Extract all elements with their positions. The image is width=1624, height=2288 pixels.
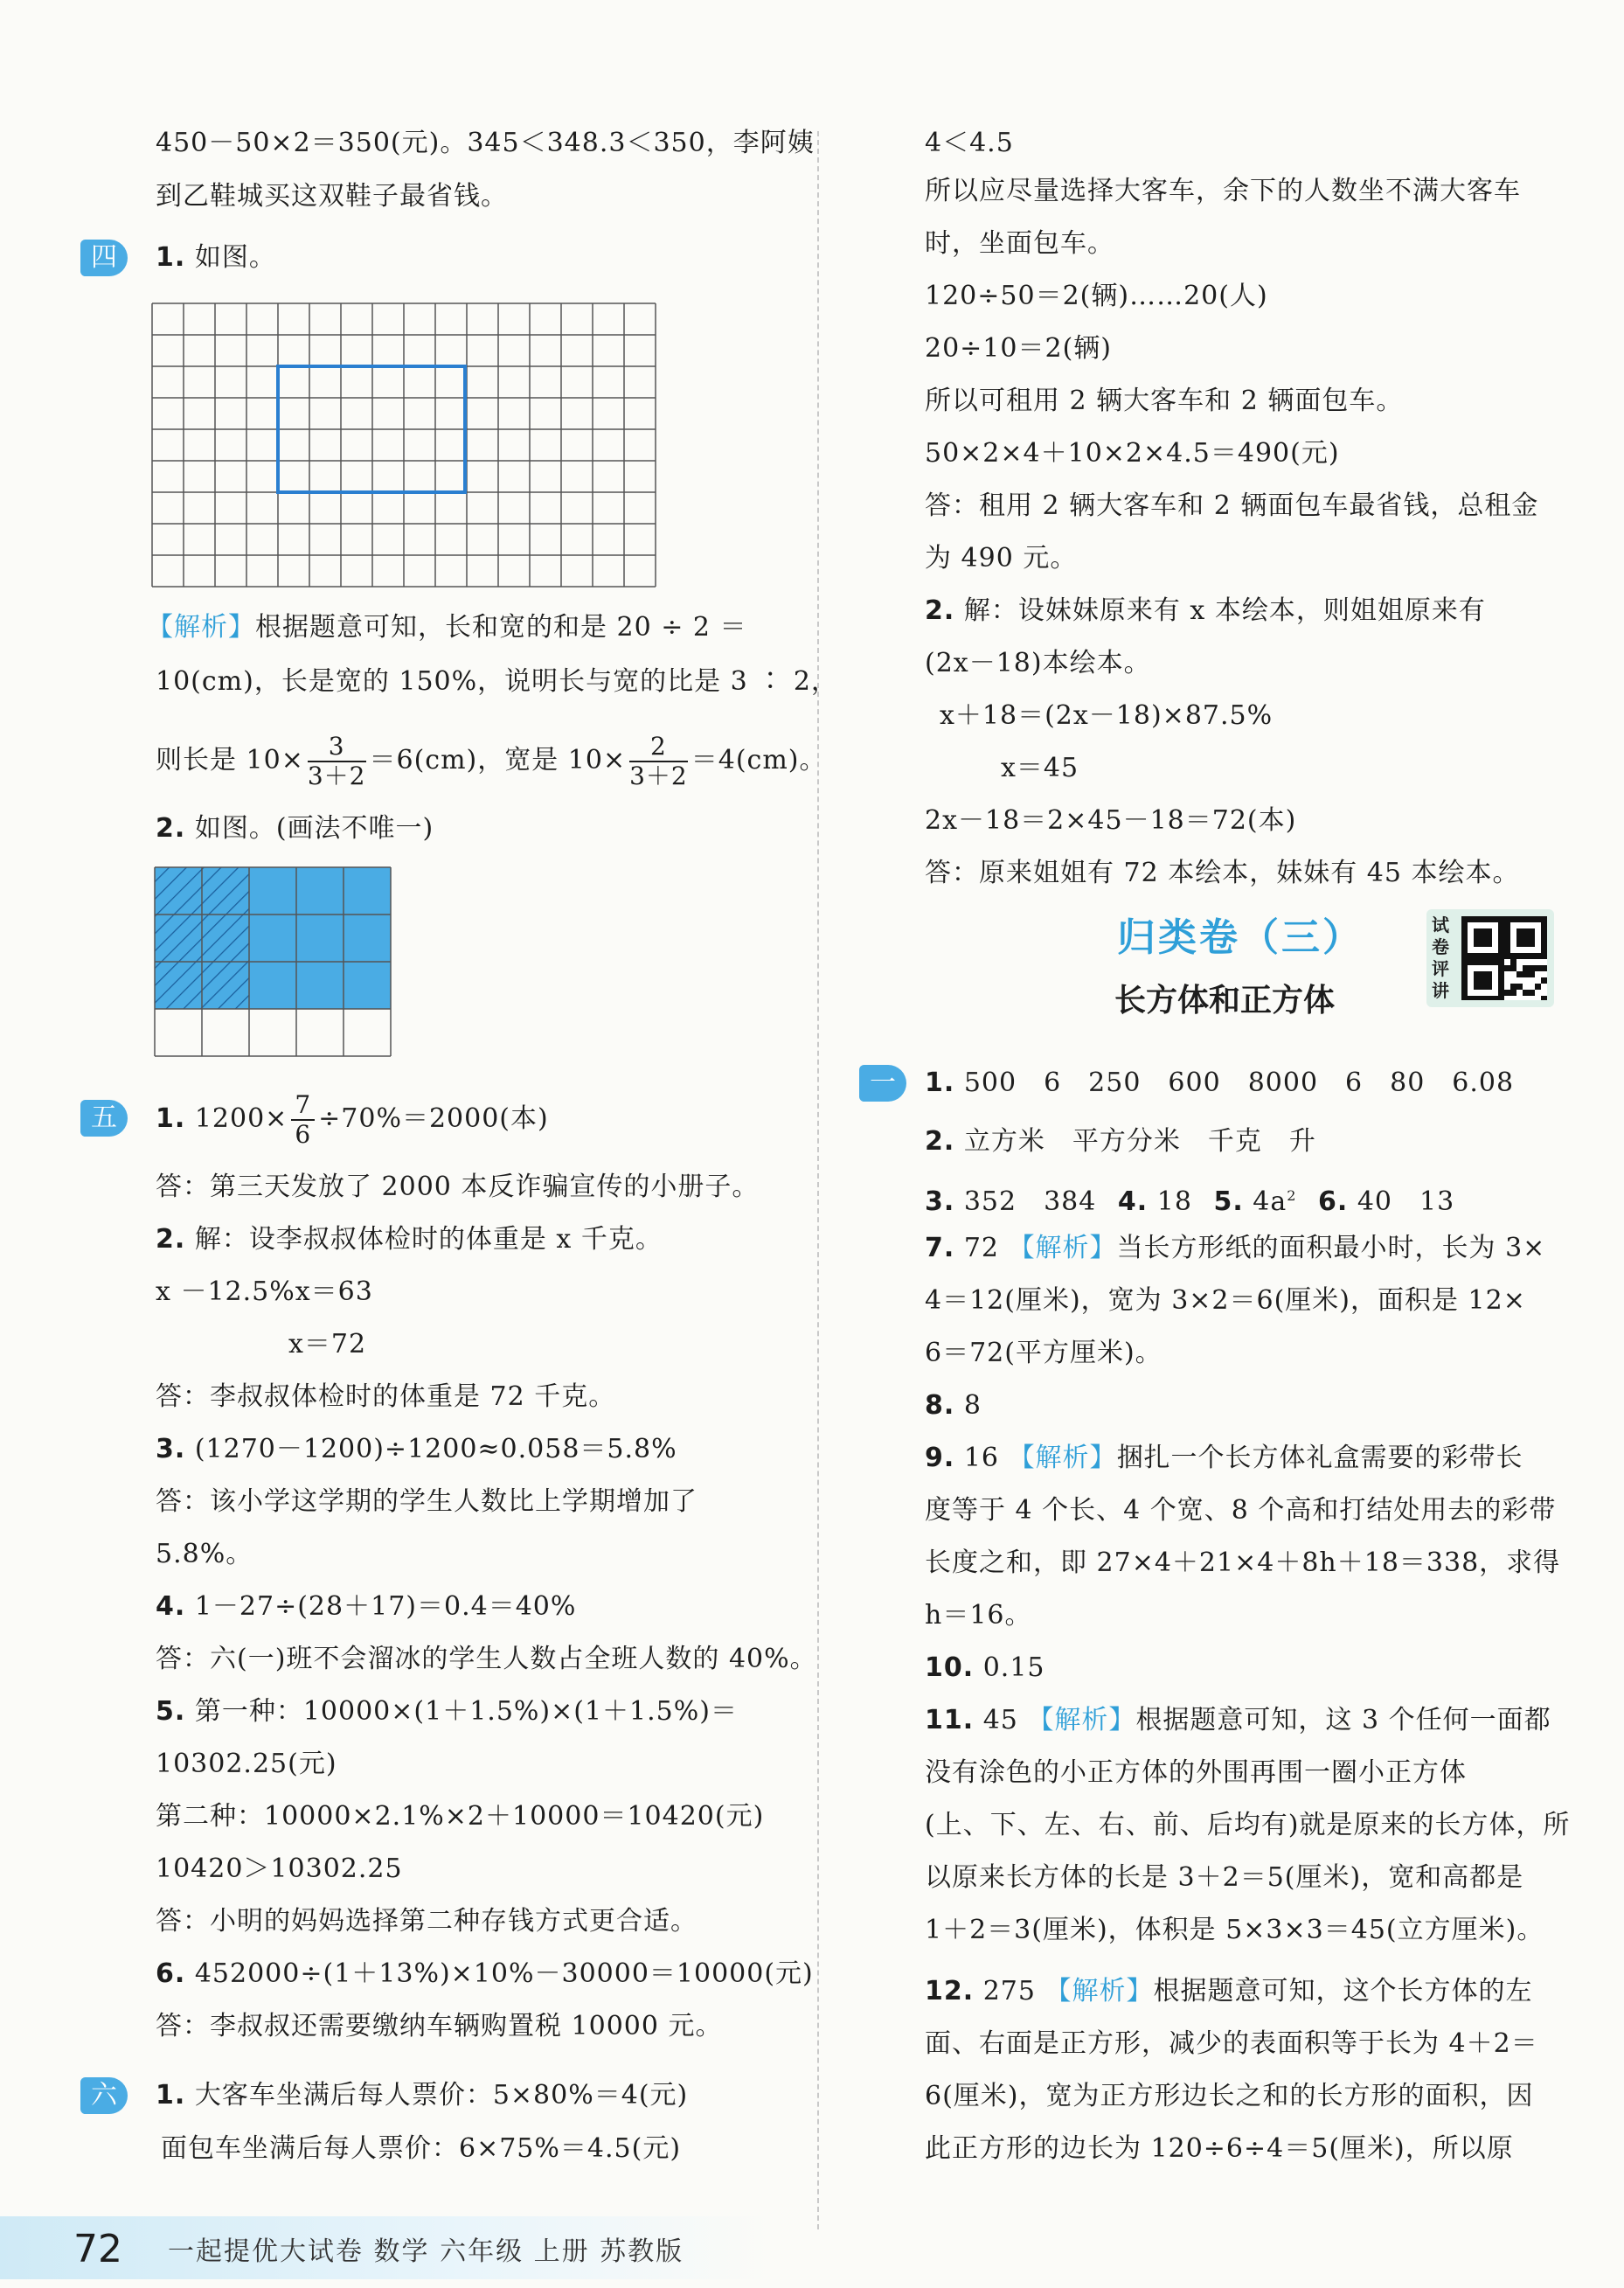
grid-figure-shaded [153, 866, 398, 1062]
question-number: 7. [925, 1233, 955, 1263]
section-title: 归类卷（三） [1117, 915, 1364, 960]
analysis-line: 以原来长方体的长是 3＋2＝5(厘米)，宽和高都是 [925, 1862, 1524, 1893]
answer-text: 275 [982, 1976, 1036, 2006]
question-number: 6. [1318, 1186, 1349, 1217]
question-number: 3. [156, 1434, 186, 1464]
analysis-text: 当长方形纸的面积最小时，长为 3× [1116, 1233, 1546, 1263]
answer-7 [925, 1231, 1545, 1266]
answer-text: 0.15 [982, 1652, 1045, 1683]
question-number: 1. [156, 1103, 186, 1134]
answer-text: 16 [963, 1443, 1000, 1473]
answer-text: 8 [963, 1390, 982, 1421]
answer-line: 为 490 元。 [925, 543, 1078, 574]
analysis-text: 根据题意可知，这个长方体的左 [1153, 1976, 1533, 2006]
answer-text: 4a [1253, 1186, 1287, 1217]
analysis-text: 则长是 10× [156, 745, 304, 775]
question-number: 4. [156, 1591, 186, 1622]
question-text: 解：设妹妹原来有 x 本绘本，则姐姐原来有 [963, 595, 1486, 626]
section-badge-4: 四 [80, 240, 128, 276]
question-number: 11. [925, 1705, 975, 1735]
text-line: (2x－18)本绘本。 [925, 648, 1151, 678]
text-line: 450－50×2＝350(元)。345＜348.3＜350，李阿姨 [156, 128, 815, 158]
text-line: 4＜4.5 [925, 128, 1014, 158]
question-5-6 [156, 1957, 814, 1992]
text-line: 到乙鞋城买这双鞋子最省钱。 [156, 181, 508, 212]
analysis-line: 10(cm)，长是宽的 150%，说明长与宽的比是 3 ∶ 2， [156, 666, 838, 697]
question-number: 5. [156, 1696, 186, 1727]
question-text: 如图。(画法不唯一) [194, 813, 434, 844]
question-text: 大客车坐满后每人票价：5×80%＝4(元) [194, 2080, 689, 2111]
fraction [291, 1091, 315, 1149]
question-number: 5. [1213, 1186, 1244, 1217]
question-5-2 [156, 1222, 663, 1257]
analysis-text: 捆扎一个长方体礼盒需要的彩带长 [1116, 1443, 1523, 1473]
analysis-line: 6(厘米)，宽为正方形边长之和的长方形的面积，因 [925, 2081, 1534, 2111]
question-number: 12. [925, 1976, 975, 2006]
answer-line: 答：李叔叔还需要缴纳车辆购置税 10000 元。 [156, 2011, 723, 2041]
answer-line: 答：李叔叔体检时的体重是 72 千克。 [156, 1381, 616, 1412]
answer-line: 5.8%。 [156, 1539, 253, 1569]
analysis-text: ＝4(cm)。 [691, 745, 827, 775]
answer-text: 352 384 [963, 1186, 1097, 1217]
analysis-line: (上、下、左、右、前、后均有)就是原来的长方体，所 [925, 1810, 1571, 1840]
equation: 2x－18＝2×45－18＝72(本) [925, 805, 1297, 836]
answer-1 [925, 1066, 1514, 1101]
section-badge-5: 五 [80, 1100, 128, 1137]
analysis-line: 长度之和，即 27×4＋21×4＋8h＋18＝338，求得 [925, 1547, 1561, 1578]
fraction-numerator: 3 [308, 733, 366, 762]
book-title: 一起提优大试卷 数学 六年级 上册 苏教版 [168, 2236, 684, 2267]
equation: x＝72 [288, 1329, 367, 1360]
question-2 [925, 594, 1486, 629]
analysis-text: 根据题意可知，长和宽的和是 20 ÷ 2 ＝ [255, 612, 747, 643]
equation: x －12.5%x＝63 [156, 1276, 373, 1307]
question-5-3 [156, 1432, 677, 1467]
analysis-tag: 【解析】 [147, 612, 255, 643]
equation: x＝45 [1001, 753, 1079, 783]
question-number: 10. [925, 1652, 975, 1683]
answer-line: 答：第三天发放了 2000 本反诈骗宣传的小册子。 [156, 1172, 760, 1202]
analysis-tag: 【解析】 [1044, 1976, 1154, 2006]
question-number: 1. [925, 1068, 955, 1098]
analysis-tag: 【解析】 [1027, 1705, 1136, 1735]
analysis-line: 此正方形的边长为 120÷6÷4＝5(厘米)，所以原 [925, 2133, 1514, 2164]
fraction-denominator: 3＋2 [307, 762, 366, 790]
question-text: 1200× [194, 1103, 288, 1134]
text-line: 20÷10＝2(辆) [925, 333, 1112, 364]
question-number: 2. [925, 595, 955, 626]
answer-line: 答：租用 2 辆大客车和 2 辆面包车最省钱，总租金 [925, 490, 1539, 521]
question-number: 1. [156, 2080, 186, 2111]
answer-11 [925, 1703, 1551, 1738]
question-number: 8. [925, 1390, 955, 1421]
answer-text: 45 [982, 1705, 1018, 1735]
section-badge-6: 六 [80, 2077, 128, 2114]
answer-text: 500 6 250 600 8000 6 80 6.08 [963, 1068, 1515, 1098]
question-text: 第一种：10000×(1＋1.5%)×(1＋1.5%)＝ [194, 1696, 738, 1727]
text-line: 120÷50＝2(辆)……20(人) [925, 281, 1268, 311]
question-5-5 [156, 1694, 738, 1729]
text-line: 50×2×4＋10×2×4.5＝490(元) [925, 438, 1340, 469]
question-number: 3. [925, 1186, 955, 1217]
answer-3-6 [925, 1179, 1454, 1220]
fraction [308, 733, 366, 790]
text-line: 第二种：10000×2.1%×2＋10000＝10420(元) [156, 1801, 765, 1832]
question-4-1 [156, 240, 276, 275]
analysis-tag: 【解析】 [1008, 1443, 1117, 1473]
answer-line: 答：该小学这学期的学生人数比上学期增加了 [156, 1486, 697, 1517]
analysis-line: 6＝72(平方厘米)。 [925, 1338, 1162, 1368]
fraction-numerator: 7 [291, 1091, 315, 1121]
question-number: 6. [156, 1958, 186, 1989]
section-subtitle: 长方体和正方体 [1114, 983, 1336, 1019]
answer-line: 答：小明的妈妈选择第二种存钱方式更合适。 [156, 1906, 697, 1937]
page-number: 72 [73, 2227, 122, 2271]
analysis-line [147, 610, 747, 645]
question-text: 解：设李叔叔体检时的体重是 x 千克。 [194, 1224, 663, 1255]
answer-10 [925, 1651, 1045, 1686]
analysis-line: 没有涂色的小正方体的外围再围一圈小正方体 [925, 1757, 1467, 1788]
answer-8 [925, 1388, 982, 1423]
question-4-2 [156, 811, 434, 846]
analysis-line: 1＋2＝3(厘米)，体积是 5×3×3＝45(立方厘米)。 [925, 1915, 1544, 1945]
analysis-line-fractions [156, 726, 826, 796]
grid-figure-rectangle [150, 302, 657, 590]
analysis-line: 面、右面是正方形，减少的表面积等于长为 4＋2＝ [925, 2028, 1538, 2059]
question-number: 4. [1117, 1186, 1149, 1217]
question-text: 1－27÷(28＋17)＝0.4＝40% [194, 1591, 577, 1622]
answer-line: 答：原来姐姐有 72 本绘本，妹妹有 45 本绘本。 [925, 858, 1520, 888]
exponent: 2 [1287, 1187, 1297, 1204]
answer-text: 18 [1156, 1186, 1192, 1217]
text-line: 10302.25(元) [156, 1749, 337, 1779]
answer-2 [925, 1124, 1316, 1159]
question-text: 452000÷(1＋13%)×10%－30000＝10000(元) [194, 1958, 814, 1989]
section-badge-1: 一 [859, 1065, 906, 1102]
column-divider [817, 131, 819, 2229]
question-number: 1. [156, 242, 186, 273]
question-6-1 [156, 2078, 688, 2113]
question-number: 9. [925, 1443, 955, 1473]
answer-text: 72 [963, 1233, 1000, 1263]
qr-code-icon [1461, 916, 1547, 1000]
question-text: 如图。 [194, 242, 276, 273]
fraction [629, 733, 688, 790]
text-line: 10420＞10302.25 [156, 1853, 403, 1884]
text-line: 所以应尽量选择大客车，余下的人数坐不满大客车 [925, 176, 1521, 206]
question-text: ÷70%＝2000(本) [318, 1103, 549, 1134]
text-line: 面包车坐满后每人票价：6×75%＝4.5(元) [161, 2133, 682, 2164]
analysis-line: 度等于 4 个长、4 个宽、8 个高和打结处用去的彩带 [925, 1495, 1557, 1526]
answer-line: 答：六(一)班不会溜冰的学生人数占全班人数的 40%。 [156, 1644, 817, 1674]
qr-code-box[interactable] [1426, 909, 1554, 1007]
analysis-text: 根据题意可知，这 3 个任何一面都 [1135, 1705, 1551, 1735]
question-number: 2. [156, 1224, 186, 1255]
analysis-line: h＝16。 [925, 1600, 1032, 1631]
analysis-tag: 【解析】 [1008, 1233, 1117, 1263]
answer-text: 40 13 [1357, 1186, 1455, 1217]
question-number: 2. [156, 813, 186, 844]
text-line: 所以可租用 2 辆大客车和 2 辆面包车。 [925, 386, 1404, 416]
analysis-line: 4＝12(厘米)，宽为 3×2＝6(厘米)，面积是 12× [925, 1285, 1526, 1316]
qr-label: 试卷评讲 [1432, 915, 1449, 1001]
question-text: (1270－1200)÷1200≈0.058＝5.8% [194, 1434, 677, 1464]
analysis-text: ＝6(cm)，宽是 10× [369, 745, 627, 775]
fraction-denominator: 3＋2 [629, 762, 688, 790]
fraction-denominator: 6 [295, 1120, 312, 1149]
question-number: 2. [925, 1126, 955, 1157]
answer-text: 立方米 平方分米 千克 升 [963, 1126, 1316, 1157]
question-5-1 [156, 1084, 549, 1154]
text-line: 时，坐面包车。 [925, 228, 1114, 259]
answer-12 [925, 1974, 1533, 2009]
answer-9 [925, 1441, 1523, 1476]
equation: x＋18＝(2x－18)×87.5% [940, 700, 1274, 731]
fraction-numerator: 2 [629, 733, 688, 762]
question-5-4 [156, 1589, 576, 1624]
